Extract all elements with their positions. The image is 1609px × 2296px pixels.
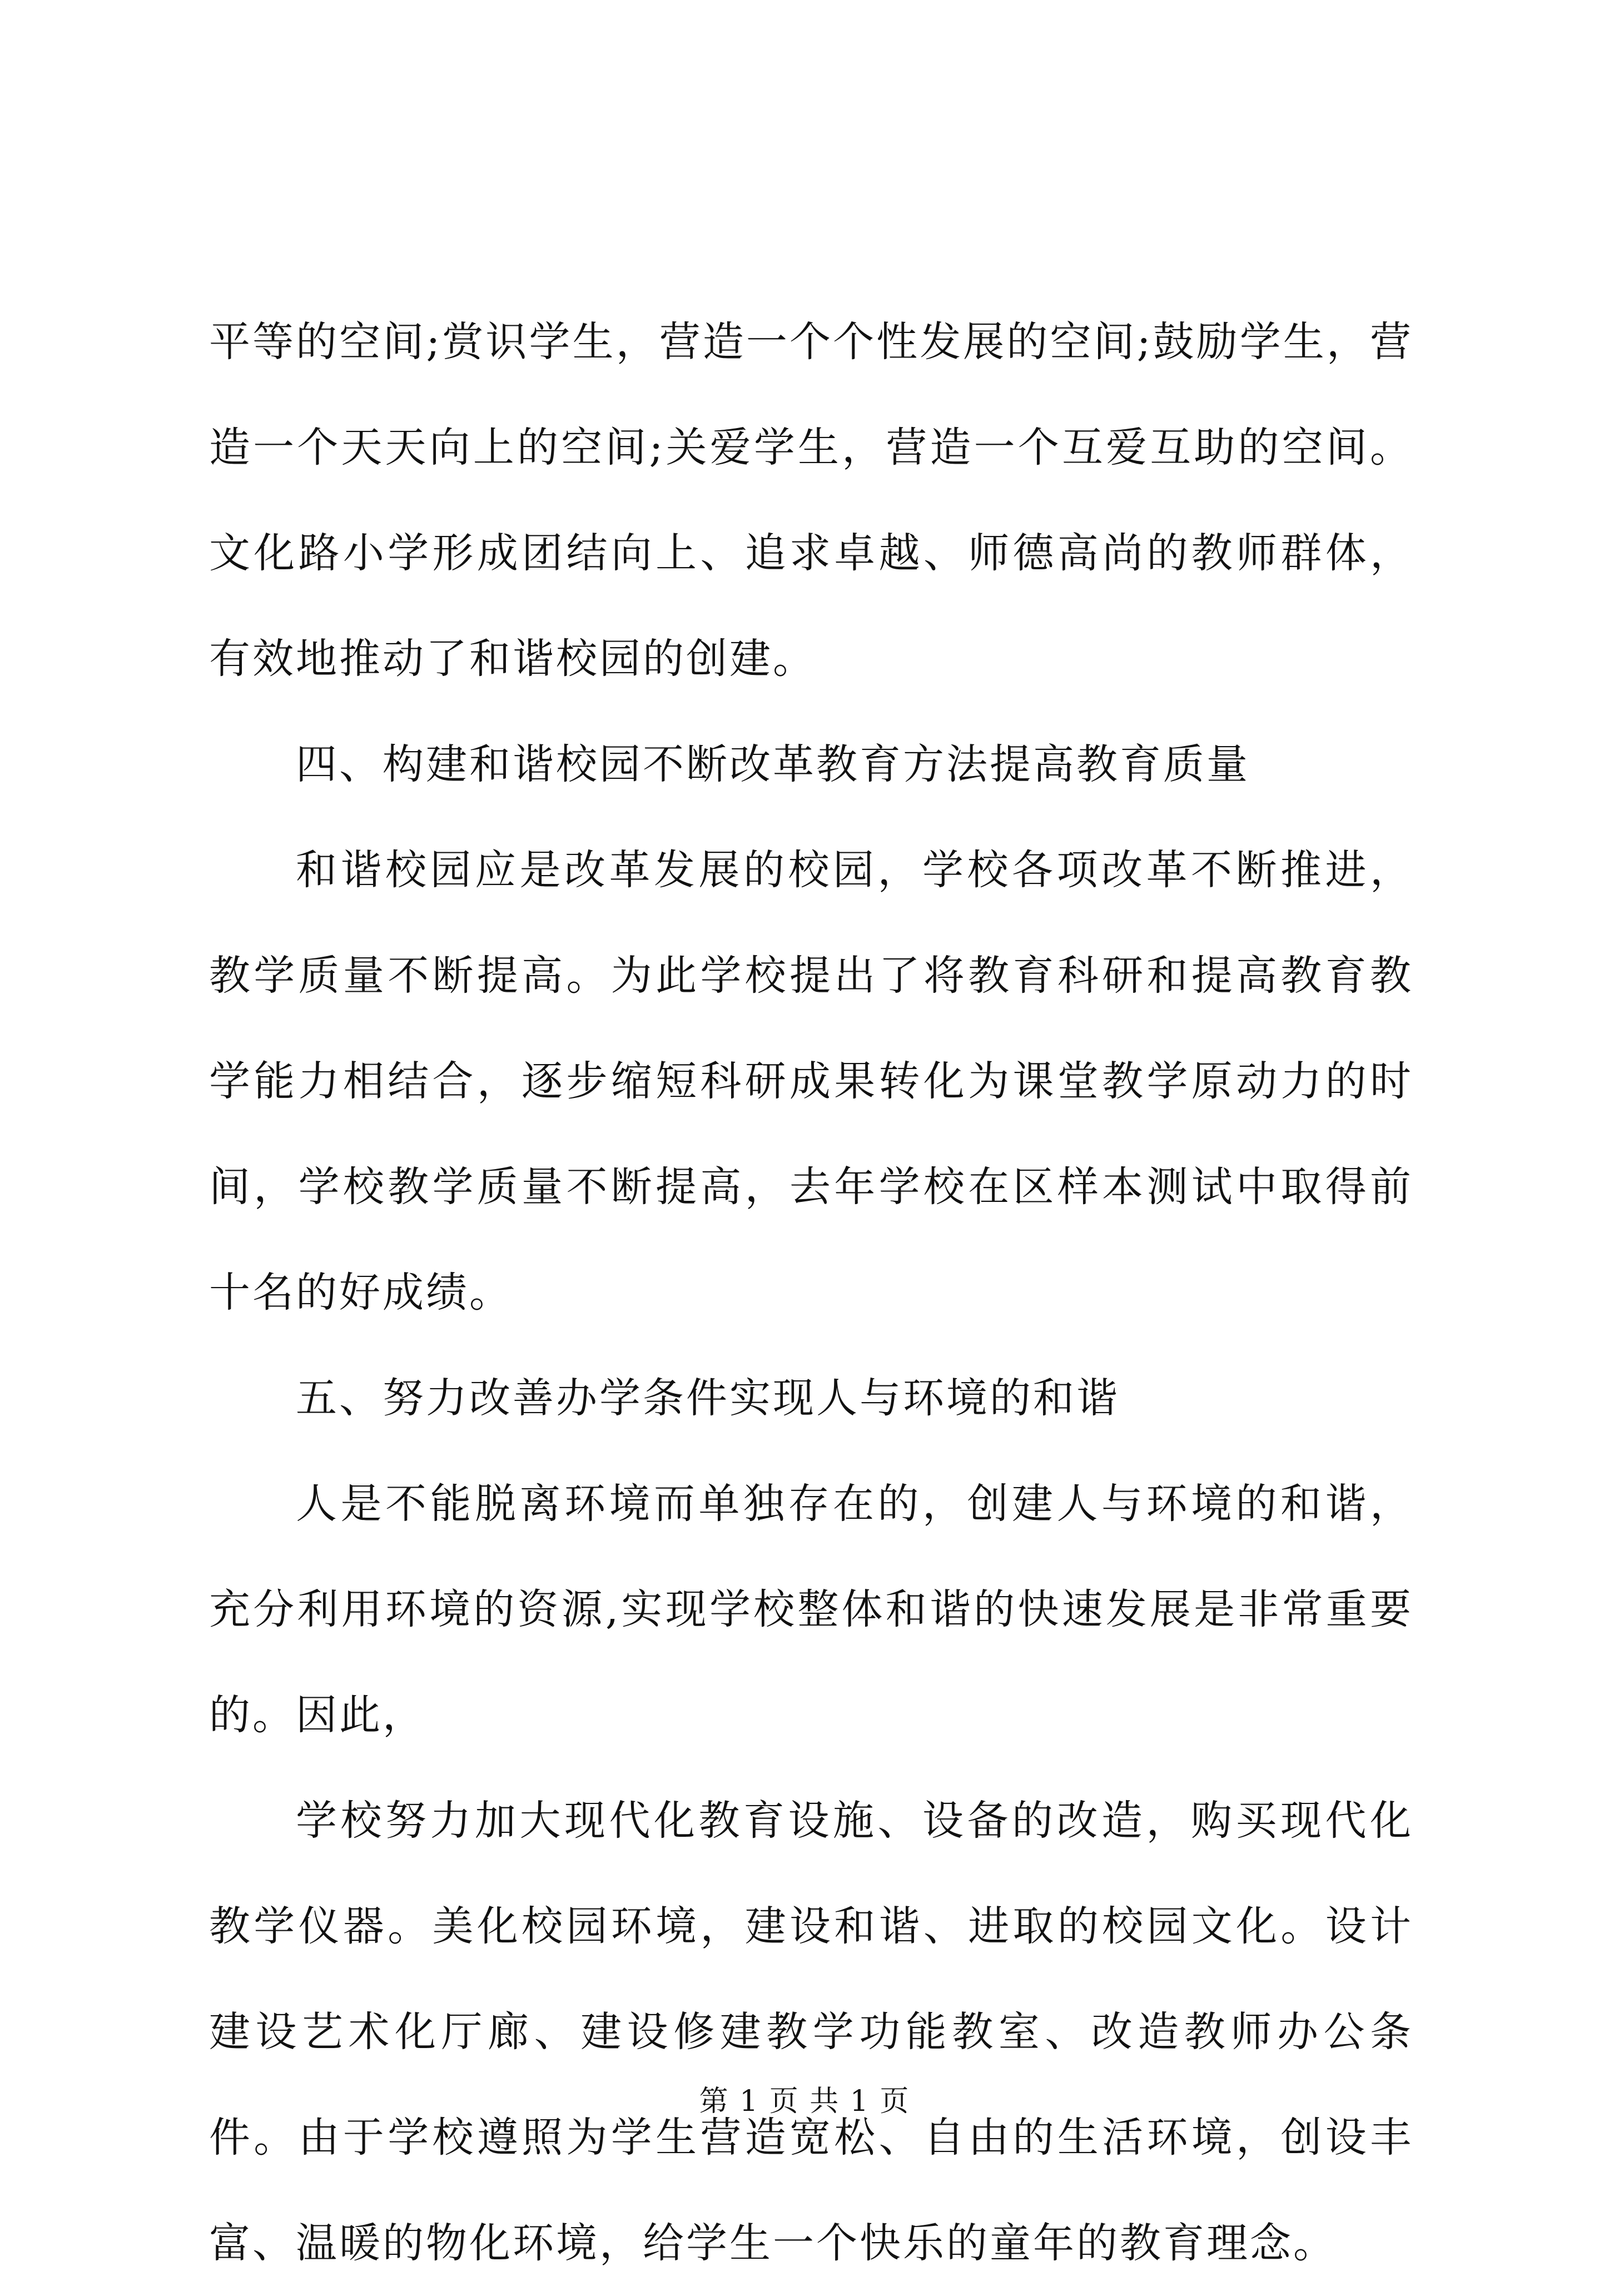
section-heading-4: 四、构建和谐校园不断改革教育方法提高教育质量 [296, 741, 1250, 788]
page-footer: 第 1 页 共 1 页 [699, 2085, 910, 2118]
paragraph-1: 平等的空间;赏识学生，营造一个个性发展的空间;鼓励学生，营造一个天天向上的空间;关爱学生，营造一个互爱互助的空间。文化路小学形成团结向上、追求卓越、师德高尚的教师群体，有效地推动了和谐校园的创建。 [209, 318, 1413, 683]
paragraph-2: 和谐校园应是改革发展的校园，学校各项改革不断推进，教学质量不断提高。为此学校提出了将教育科研和提高教育教学能力相结合，逐步缩短科研成果转化为课堂教学原动力的时间，学校教学质量不断提高，去年学校在区样本测试中取得前十名的好成绩。 [209, 846, 1413, 1316]
paragraph-3: 人是不能脱离环境而单独存在的，创建人与环境的和谐，充分利用环境的资源,实现学校整体和谐的快速发展是非常重要的。因此， [209, 1480, 1413, 1739]
paragraph-4: 学校努力加大现代化教育设施、设备的改造，购买现代化教学仪器。美化校园环境，建设和谐、进取的校园文化。设计建设艺术化厅廊、建设修建教学功能教室、改造教师办公条件。由于学校遵照为学生营造宽松、自由的生活环境，创设丰富、温暖的物化环境，给学生一个快乐的童年的教育理念。 [209, 1797, 1413, 2267]
document-body [209, 289, 1413, 2296]
section-heading-5: 五、努力改善办学条件实现人与环境的和谐 [296, 1374, 1120, 1422]
